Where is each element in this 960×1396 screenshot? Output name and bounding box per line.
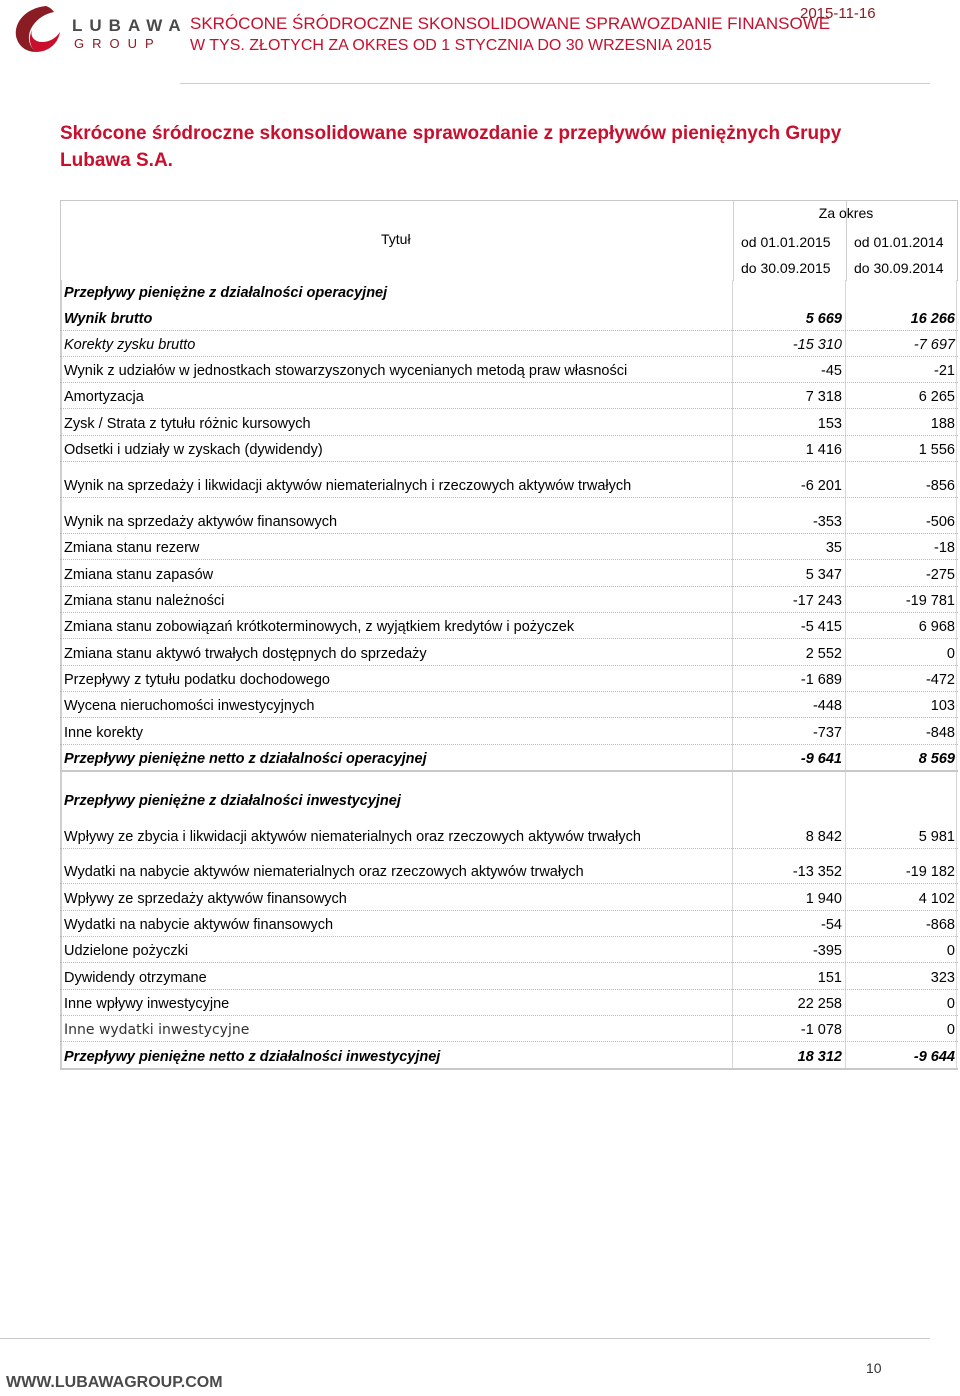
table-row [60,910,958,937]
cash-flow-table [60,200,958,1070]
row-value-2015: -54 [821,917,842,933]
row-value-2014: -7 697 [913,337,955,353]
row-label: Zmiana stanu zobowiązań krótkoterminowych, z wyjątkiem kredytów i pożyczek [64,619,575,635]
row-value-2015: 7 318 [805,389,842,405]
row-label: Przepływy pieniężne netto z działalności inwestycyjnej [64,1049,441,1065]
row-label: Wycena nieruchomości inwestycyjnych [64,698,315,714]
title-column-heading: Tytuł [381,231,411,247]
logo-subtitle: GROUP [74,36,162,51]
table-row [60,962,958,990]
table-row [60,586,958,613]
row-value-2015: 2 552 [805,646,842,662]
row-value-2014: 0 [946,996,955,1012]
row-value-2015: -1 689 [800,672,842,688]
row-label: Wynik na sprzedaży i likwidacji aktywów niematerialnych i rzeczowych aktywów trwałych [64,478,632,494]
row-label: Zmiana stanu rezerw [64,540,200,556]
row-value-2015: -13 352 [792,864,842,880]
row-value-2014: -9 644 [913,1049,955,1065]
row-value-2014: -856 [925,478,955,494]
table-row-section-operating [60,280,958,304]
table-row [60,717,958,745]
row-value-2015: 8 842 [805,829,842,845]
row-value-2015: 18 312 [797,1049,842,1065]
row-value-2015: -5 415 [800,619,842,635]
table-row-total-investing [60,1041,958,1070]
row-value-2015: 1 416 [805,442,842,458]
table-row [60,638,958,666]
page-number: 10 [866,1360,882,1376]
row-value-2014: 5 981 [918,829,955,845]
row-label: Wynik brutto [64,311,153,327]
footer-website: WWW.LUBAWAGROUP.COM [6,1374,223,1391]
table-row [60,382,958,409]
row-value-2015: -6 201 [800,478,842,494]
row-label: Zmiana stanu należności [64,593,225,609]
table-row [60,883,958,911]
table-row [60,435,958,462]
row-label: Przepływy z tytułu podatku dochodowego [64,672,330,688]
report-subtitle: W TYS. ZŁOTYCH ZA OKRES OD 1 STYCZNIA DO 30 WRZESNIA 2015 [190,37,712,54]
header-divider [180,83,930,84]
footer-divider [0,1338,930,1339]
row-value-2014: 6 968 [918,619,955,635]
row-value-2014: -506 [925,514,955,530]
period-2014-end: do 30.09.2014 [854,260,944,276]
row-label: Zysk / Strata z tytułu różnic kursowych [64,416,311,432]
row-value-2014: 103 [930,698,955,714]
row-label: Wpływy ze zbycia i likwidacji aktywów niematerialnych oraz rzeczowych aktywów trwałych [64,829,641,845]
table-row [60,461,958,498]
row-value-2014: 0 [946,646,955,662]
table-header [60,200,958,281]
table-row [60,1015,958,1042]
row-label: Amortyzacja [64,389,144,405]
table-row [60,612,958,639]
period-2015-start: od 01.01.2015 [741,234,831,250]
row-value-2014: -472 [925,672,955,688]
row-value-2015: 5 347 [805,567,842,583]
row-label: Wydatki na nabycie aktywów niematerialnych oraz rzeczowych aktywów trwałych [64,864,584,880]
row-value-2015: -45 [821,363,842,379]
row-value-2015: -448 [812,698,842,714]
row-label: Wynik na sprzedaży aktywów finansowych [64,514,338,530]
row-value-2015: -395 [812,943,842,959]
table-row-section-investing [60,772,958,812]
page-header [0,0,960,86]
row-label: Inne wpływy inwestycyjne [64,996,230,1012]
row-value-2015: 35 [825,540,842,556]
row-value-2014: 8 569 [918,751,955,767]
row-value-2015: -15 310 [792,337,842,353]
row-value-2014: 0 [946,1022,955,1038]
row-value-2015: 5 669 [805,311,842,327]
row-value-2014: 1 556 [918,442,955,458]
row-label: Wynik z udziałów w jednostkach stowarzyszonych wycenianych metodą praw własności [64,363,628,379]
row-label: Zmiana stanu zapasów [64,567,214,583]
row-label: Wpływy ze sprzedaży aktywów finansowych [64,891,347,907]
row-value-2014: -868 [925,917,955,933]
row-label: Przepływy pieniężne z działalności operacyjnej [64,285,388,301]
table-row [60,304,958,331]
table-row [60,812,958,849]
logo-name: LUBAWA [72,16,188,35]
row-value-2014: -19 182 [905,864,955,880]
row-value-2015: -737 [812,725,842,741]
row-value-2014: -848 [925,725,955,741]
row-value-2015: 153 [817,416,842,432]
period-2014-start: od 01.01.2014 [854,234,944,250]
lubawa-logo-icon [12,4,62,54]
row-value-2014: 188 [930,416,955,432]
row-value-2015: 22 258 [797,996,842,1012]
row-value-2014: 323 [930,970,955,986]
row-value-2015: 1 940 [805,891,842,907]
row-label: Inne korekty [64,725,143,741]
report-title: SKRÓCONE ŚRÓDROCZNE SKONSOLIDOWANE SPRAWOZDANIE FINANSOWE [190,14,831,33]
row-label: Inne wydatki inwestycyjne [64,1022,250,1038]
row-value-2014: 0 [946,943,955,959]
table-row-total-operating [60,744,958,772]
row-value-2014: 4 102 [918,891,955,907]
row-value-2015: -353 [812,514,842,530]
table-row [60,665,958,692]
statement-title: Skrócone śródroczne skonsolidowane sprawozdanie z przepływów pieniężnych Grupy Lubawa S.A. [60,123,842,171]
period-group-heading: Za okres [818,205,874,221]
company-logo [12,4,188,56]
report-date: 2015-11-16 [800,5,876,22]
row-value-2014: -19 781 [905,593,955,609]
table-row [60,848,958,884]
row-label: Przepływy pieniężne z działalności inwestycyjnej [64,793,401,809]
table-row [60,497,958,534]
row-value-2015: -9 641 [800,751,842,767]
table-row [60,559,958,587]
row-label: Zmiana stanu aktywó trwałych dostępnych do sprzedaży [64,646,427,662]
row-label: Udzielone pożyczki [64,943,189,959]
row-label: Wydatki na nabycie aktywów finansowych [64,917,334,933]
row-label: Przepływy pieniężne netto z działalności operacyjnej [64,751,427,767]
row-label: Dywidendy otrzymane [64,970,207,986]
table-row [60,330,958,357]
row-label: Korekty zysku brutto [64,337,196,353]
table-row [60,691,958,718]
row-value-2015: -17 243 [792,593,842,609]
row-value-2015: 151 [817,970,842,986]
table-row [60,989,958,1016]
row-value-2014: -21 [934,363,955,379]
row-value-2014: -18 [934,540,955,556]
table-row [60,533,958,560]
period-2014-heading [854,229,944,281]
header-column-divider [733,201,734,281]
period-2015-end: do 30.09.2015 [741,260,831,276]
table-row [60,356,958,383]
row-value-2015: -1 078 [800,1022,842,1038]
row-label: Odsetki i udziały w zyskach (dywidendy) [64,442,323,458]
row-value-2014: 6 265 [918,389,955,405]
row-value-2014: 16 266 [910,311,955,327]
table-row [60,936,958,963]
period-2015-heading [741,229,831,281]
row-value-2014: -275 [925,567,955,583]
table-row [60,408,958,436]
